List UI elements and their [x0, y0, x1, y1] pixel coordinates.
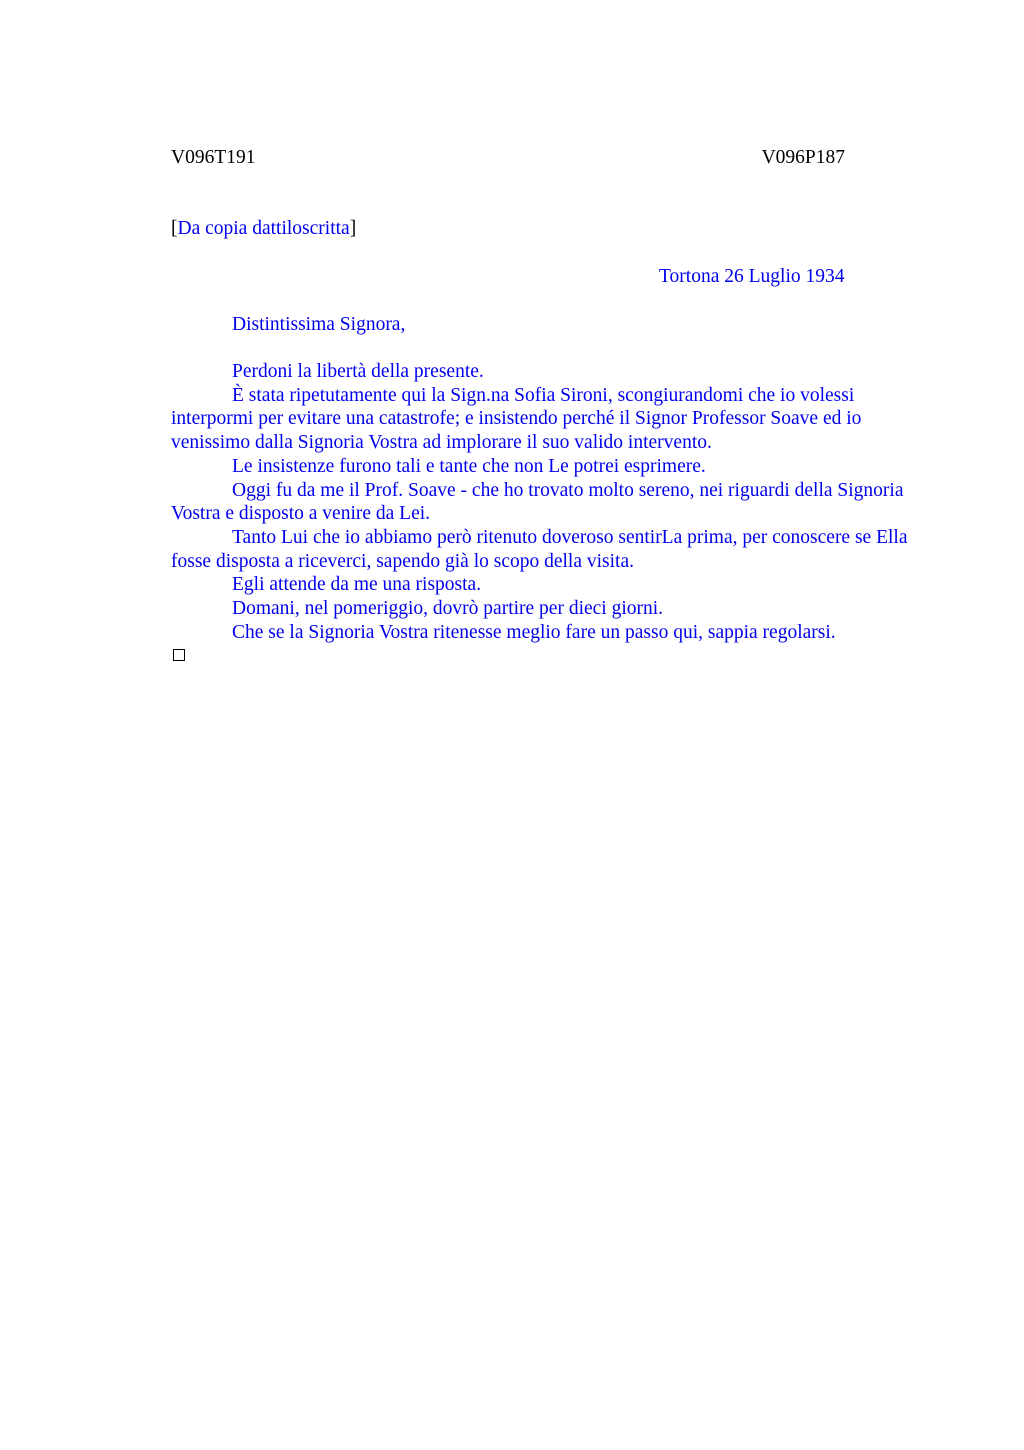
document-page: [171, 0, 913, 1450]
letter-salutation: Distintissima Signora,: [232, 314, 406, 335]
letter-paragraph: Che se la Signoria Vostra ritenesse meglio fare un passo qui, sappia regolarsi.: [232, 621, 836, 643]
letter-paragraph: Tanto Lui che io abbiamo però ritenuto doveroso sentirLa prima, per conoscere se Ella fosse disposta a riceverci, sapendo già lo scopo della visita.: [171, 526, 908, 572]
letter-date: Tortona 26 Luglio 1934: [659, 266, 845, 287]
source-open-bracket: [: [171, 218, 178, 239]
source-close-bracket: ]: [349, 218, 357, 239]
letter-paragraph: Egli attende da me una risposta.: [232, 574, 482, 596]
letter-paragraph: Domani, nel pomeriggio, dovrò partire per dieci giorni.: [232, 598, 664, 620]
letter-paragraph: È stata ripetutamente qui la Sign.na Sofia Sironi, scongiurandomi che io volessi interpormi per evitare una catastrofe; e insistendo perché il Signor Professor Soave ed io venissimo dalla Signoria Vostra ad implorare il suo valido intervento.: [171, 384, 862, 454]
letter-paragraph: Oggi fu da me il Prof. Soave - che ho trovato molto sereno, nei riguardi della Signoria Vostra e disposto a venire da Lei.: [171, 479, 904, 525]
document-code-right: V096P187: [761, 147, 845, 168]
source-note-text: Da copia dattiloscritta: [177, 218, 350, 239]
letter-paragraph: Perdoni la libertà della presente.: [232, 361, 484, 382]
document-code-left: V096T191: [171, 147, 256, 168]
end-of-text-square-icon: [173, 649, 185, 661]
source-note: [171, 217, 356, 241]
letter-paragraph: Le insistenze furono tali e tante che non Le potrei esprimere.: [232, 455, 706, 477]
letter-body: [171, 360, 913, 644]
